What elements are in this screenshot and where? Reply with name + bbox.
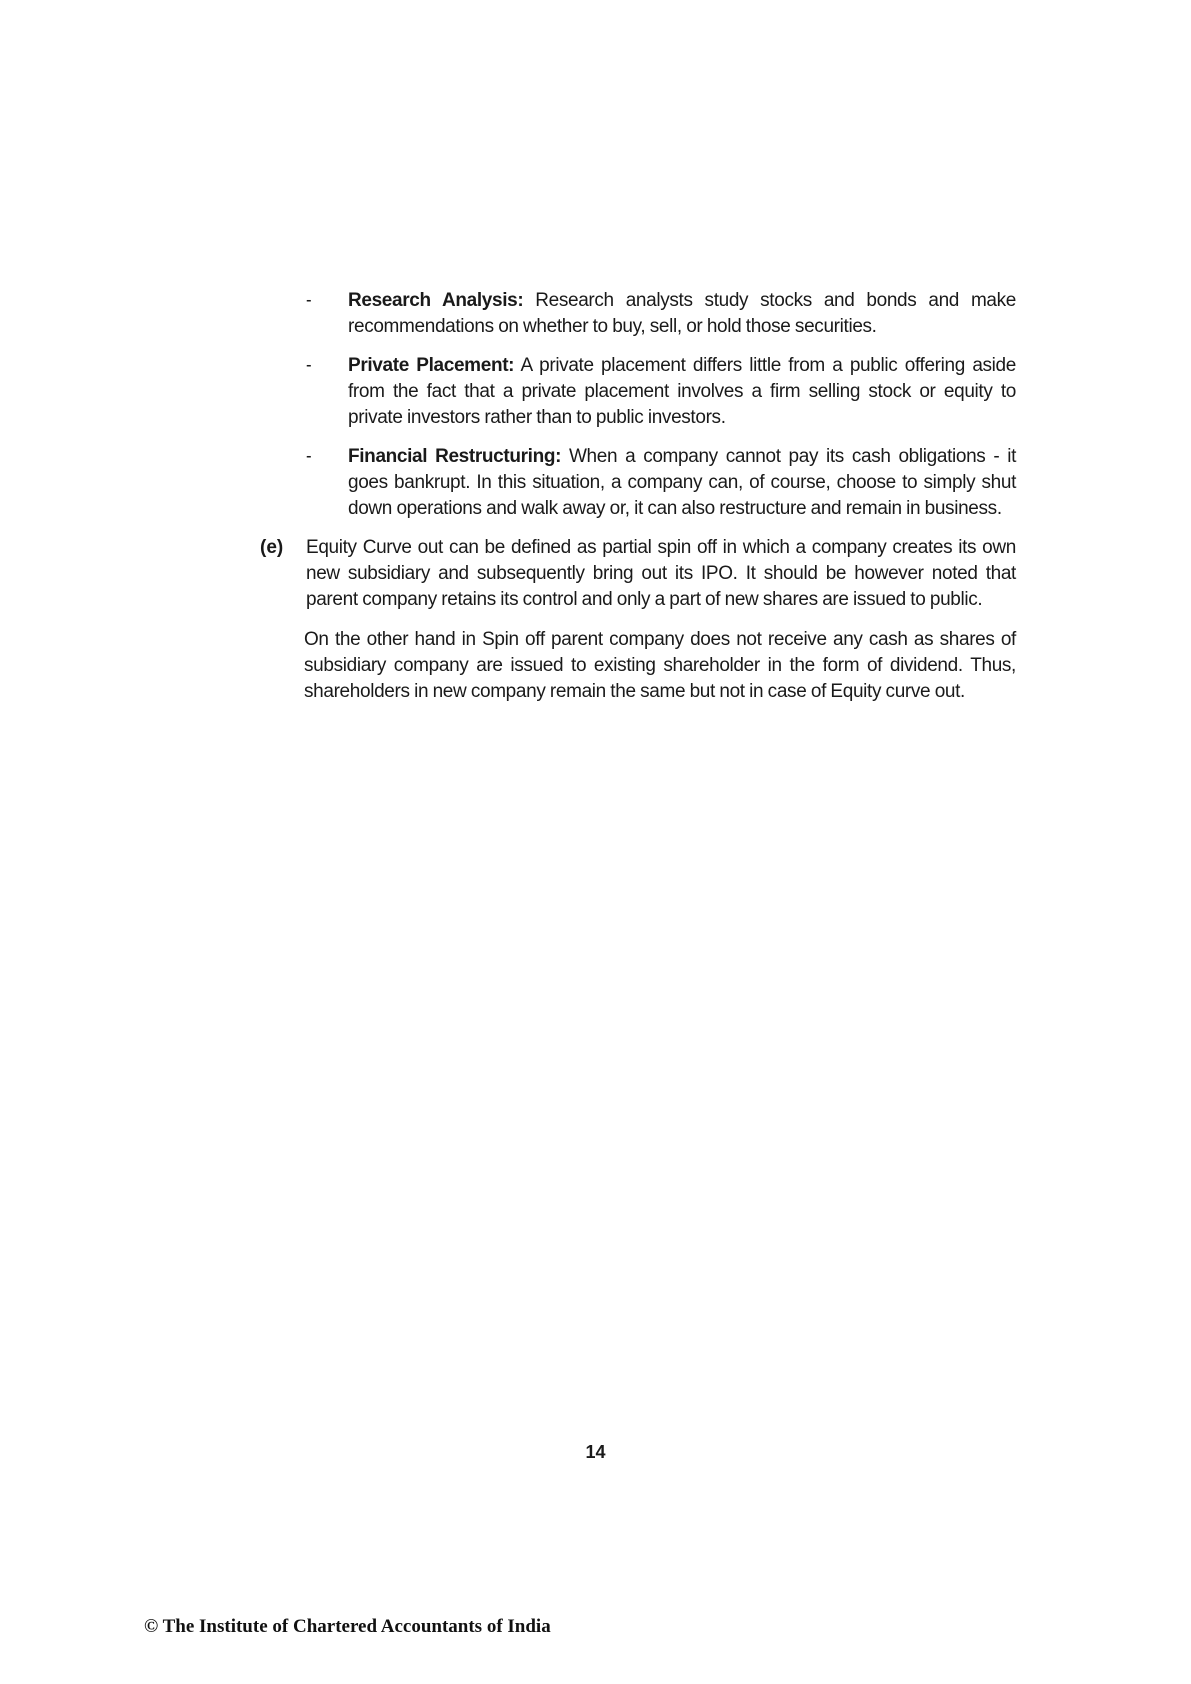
- bullet-marker: -: [306, 355, 312, 376]
- bullet-financial-restructuring: [306, 444, 1016, 522]
- bullet-term: Private Placement:: [348, 355, 515, 376]
- copyright-footer: © The Institute of Chartered Accountants of India: [144, 1616, 551, 1637]
- item-e-paragraph: Equity Curve out can be defined as partial spin off in which a company creates its own new subsidiary and subsequently bring out its IPO. It should be however noted that parent company retains its control and only a part of new shares are issued to public.: [306, 537, 1016, 610]
- bullet-marker: -: [306, 290, 312, 311]
- bullet-text: Research analysts study stocks and bonds and make recommendations on whether to buy, sell, or hold those securities.: [348, 290, 1017, 337]
- bullet-term: Financial Restructuring:: [348, 446, 562, 467]
- bullet-paragraph: [348, 353, 1016, 431]
- bullet-marker: -: [306, 446, 312, 467]
- item-e-followup-paragraph: On the other hand in Spin off parent company does not receive any cash as shares of subsidiary company are issued to existing shareholder in the form of dividend. Thus, shareholders in new company remain the same but not in case of Equity curve out.: [304, 629, 1016, 702]
- document-body: [258, 288, 1016, 705]
- bullet-text: When a company cannot pay its cash obligations - it goes bankrupt. In this situation, a company can, of course, choose to simply shut down operations and walk away or, it can also restructure and remain in business.: [348, 446, 1016, 519]
- item-e: [258, 535, 1016, 613]
- item-label: (e): [260, 537, 284, 558]
- bullet-text: A private placement differs little from a public offering aside from the fact that a private placement involves a firm selling stock or equity to private investors rather than to public investors.: [348, 355, 1016, 428]
- bullet-private-placement: [306, 353, 1016, 431]
- bullet-research-analysis: [306, 288, 1016, 340]
- bullet-paragraph: [348, 288, 1016, 340]
- page-number: 14: [585, 1442, 606, 1462]
- bullet-paragraph: [348, 444, 1016, 522]
- bullet-term: Research Analysis:: [348, 290, 524, 311]
